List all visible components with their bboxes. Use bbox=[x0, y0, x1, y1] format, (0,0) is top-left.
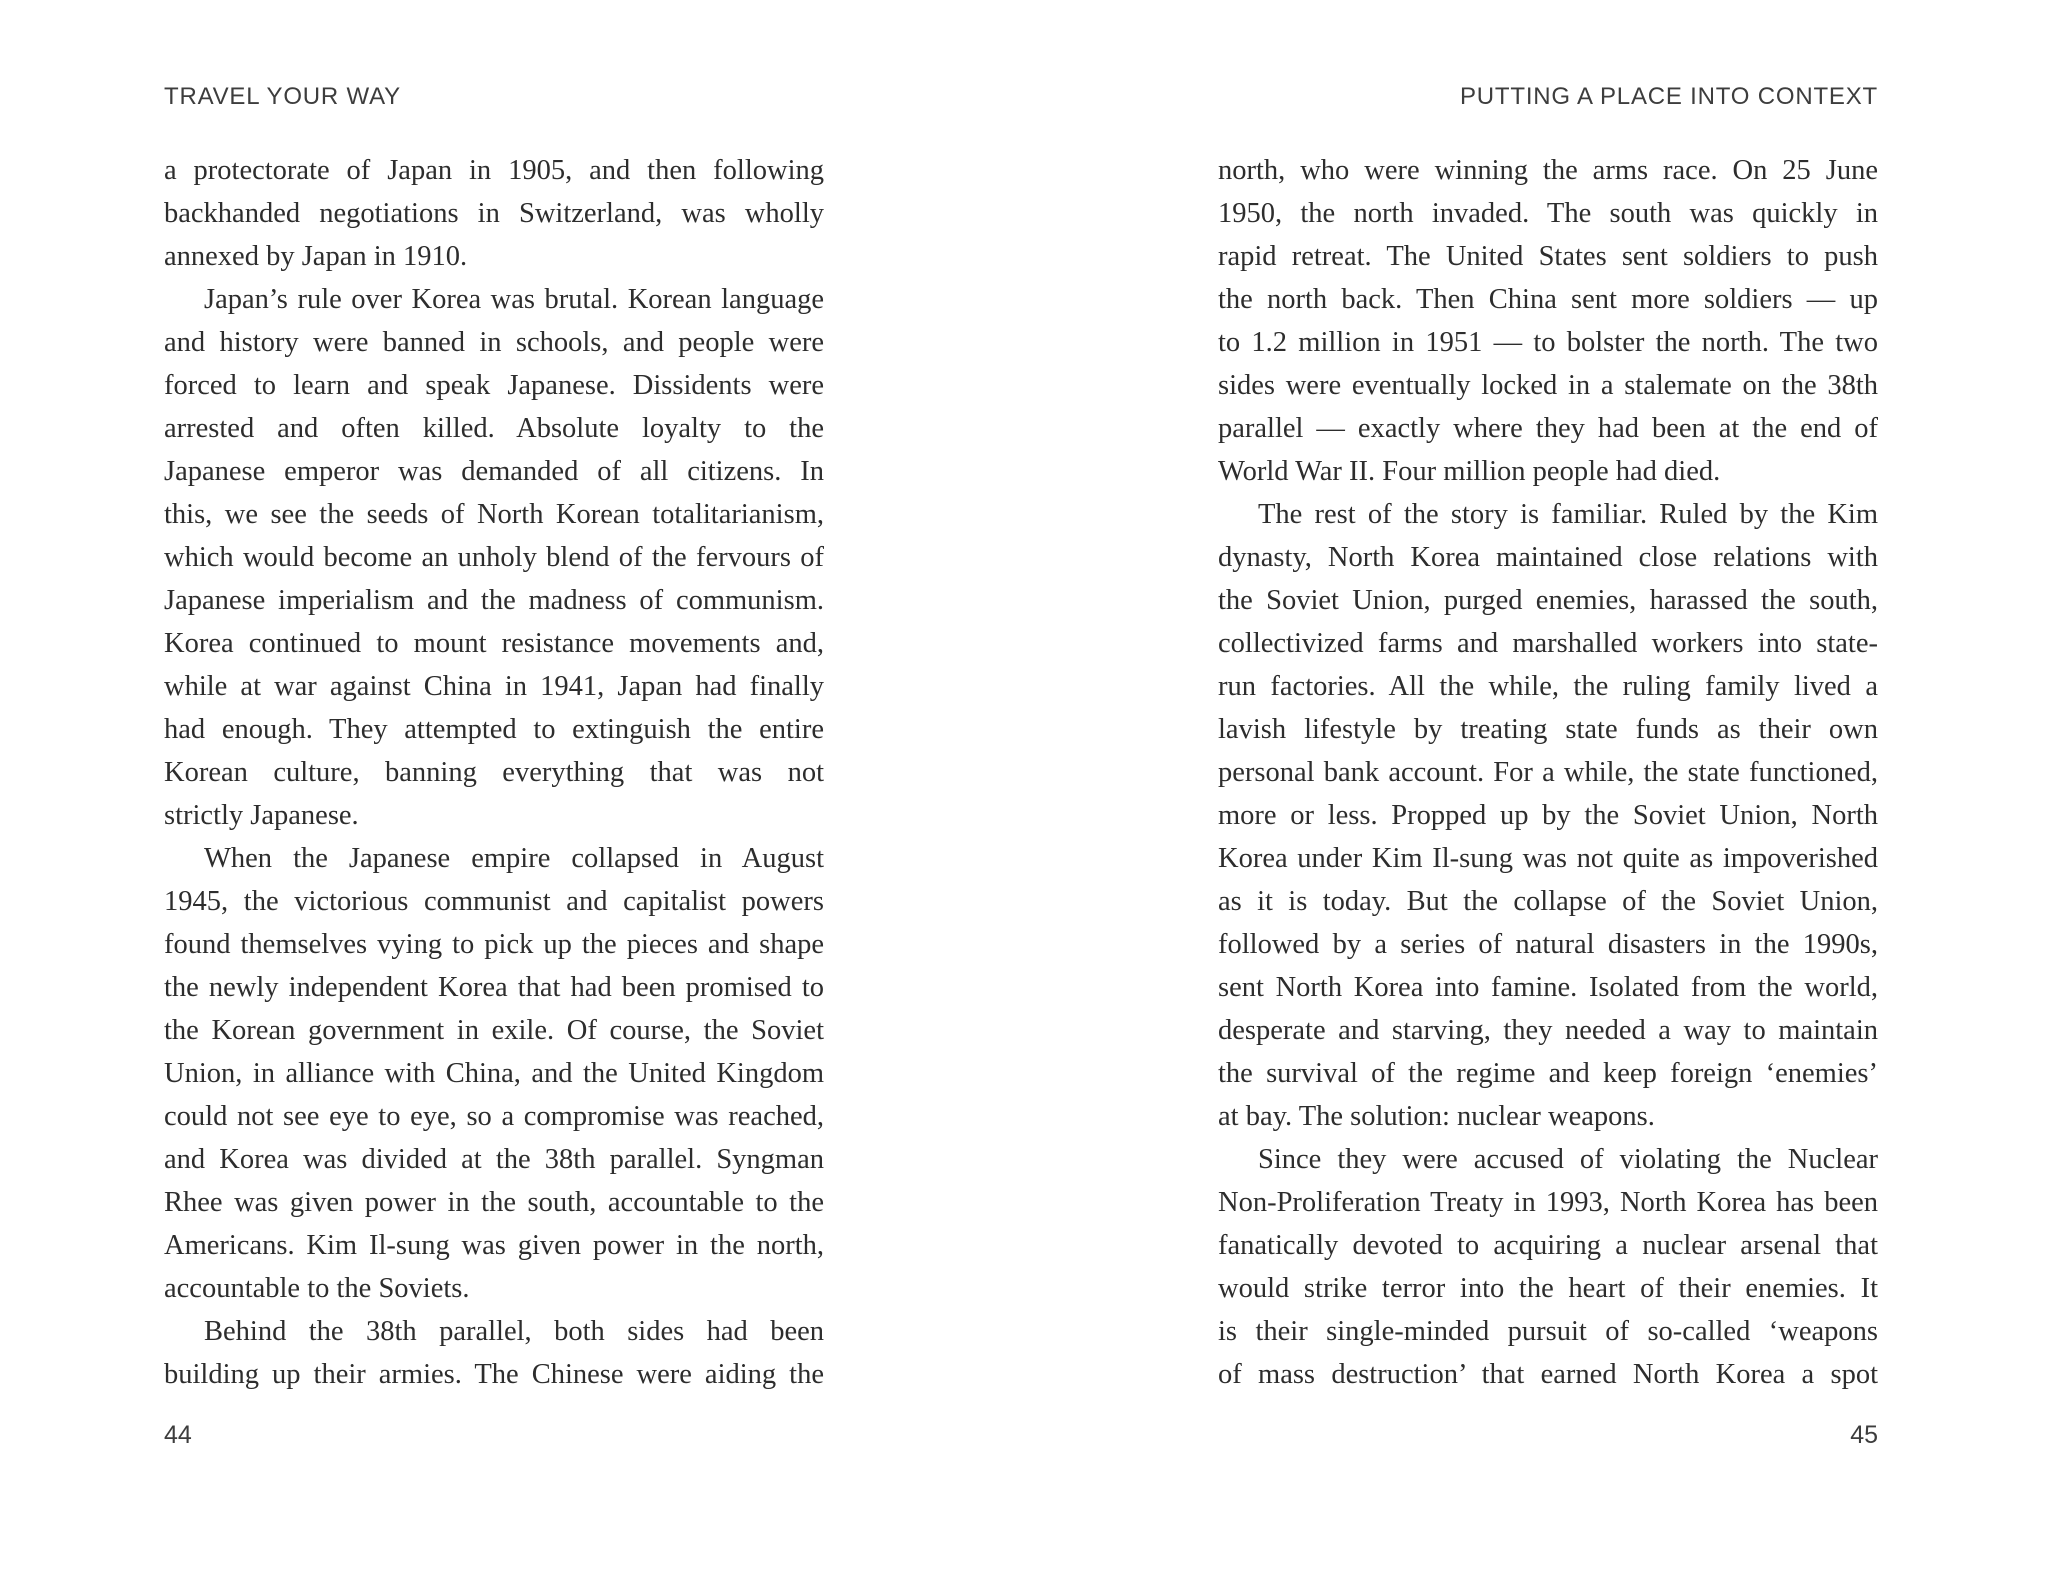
text-line: while at war against China in 1941, Japan had finally bbox=[164, 671, 824, 702]
text-line: to 1.2 million in 1951 — to bolster the north. The two bbox=[1218, 327, 1878, 358]
text-line: Rhee was given power in the south, accountable to the bbox=[164, 1187, 824, 1218]
left-page-number: 44 bbox=[164, 1421, 192, 1449]
text-line: sides were eventually locked in a stalemate on the 38th bbox=[1218, 370, 1878, 401]
text-line: annexed by Japan in 1910. bbox=[164, 241, 468, 272]
text-line: as it is today. But the collapse of the Soviet Union, bbox=[1218, 886, 1878, 917]
text-line: desperate and starving, they needed a way to maintain bbox=[1218, 1015, 1878, 1046]
text-line: the Soviet Union, purged enemies, harassed the south, bbox=[1218, 585, 1878, 616]
text-line: When the Japanese empire collapsed in August bbox=[204, 843, 824, 874]
text-line: and history were banned in schools, and people were bbox=[164, 327, 824, 358]
text-line: lavish lifestyle by treating state funds as their own bbox=[1218, 714, 1878, 745]
right-running-header: PUTTING A PLACE INTO CONTEXT bbox=[1459, 83, 1878, 110]
right-page bbox=[1218, 0, 1878, 1596]
text-line: strictly Japanese. bbox=[164, 800, 359, 831]
text-line: Japanese imperialism and the madness of communism. bbox=[164, 585, 824, 616]
left-page bbox=[164, 0, 824, 1596]
text-line: 1945, the victorious communist and capitalist powers bbox=[164, 886, 824, 917]
text-line: The rest of the story is familiar. Ruled by the Kim bbox=[1258, 499, 1878, 530]
text-line: sent North Korea into famine. Isolated from the world, bbox=[1218, 972, 1878, 1003]
text-line: 1950, the north invaded. The south was quickly in bbox=[1218, 198, 1878, 229]
text-line: followed by a series of natural disasters in the 1990s, bbox=[1218, 929, 1878, 960]
text-line: Americans. Kim Il-sung was given power in the north, bbox=[164, 1230, 824, 1261]
text-line: Korea continued to mount resistance movements and, bbox=[164, 628, 824, 659]
text-line: World War II. Four million people had died. bbox=[1218, 456, 1721, 487]
text-line: arrested and often killed. Absolute loyalty to the bbox=[164, 413, 824, 444]
text-line: the Korean government in exile. Of course, the Soviet bbox=[164, 1015, 824, 1046]
text-line: at bay. The solution: nuclear weapons. bbox=[1218, 1101, 1655, 1132]
text-line: the north back. Then China sent more soldiers — up bbox=[1218, 284, 1878, 315]
text-line: building up their armies. The Chinese were aiding the bbox=[164, 1359, 824, 1390]
text-line: found themselves vying to pick up the pieces and shape bbox=[164, 929, 824, 960]
text-line: Korea under Kim Il-sung was not quite as impoverished bbox=[1218, 843, 1878, 874]
text-line: could not see eye to eye, so a compromise was reached, bbox=[164, 1101, 824, 1132]
right-page-text bbox=[1218, 149, 1878, 1396]
text-line: had enough. They attempted to extinguish the entire bbox=[164, 714, 824, 745]
text-line: backhanded negotiations in Switzerland, was wholly bbox=[164, 198, 824, 229]
text-line: the survival of the regime and keep foreign ‘enemies’ bbox=[1218, 1058, 1878, 1089]
text-line: parallel — exactly where they had been at the end of bbox=[1218, 413, 1878, 444]
text-line: Behind the 38th parallel, both sides had been bbox=[204, 1316, 824, 1347]
text-line: personal bank account. For a while, the state functioned, bbox=[1218, 757, 1878, 788]
text-line: and Korea was divided at the 38th parallel. Syngman bbox=[164, 1144, 824, 1175]
text-line: Japan’s rule over Korea was brutal. Korean language bbox=[204, 284, 824, 315]
text-line: more or less. Propped up by the Soviet Union, North bbox=[1218, 800, 1878, 831]
text-line: is their single-minded pursuit of so-called ‘weapons bbox=[1218, 1316, 1878, 1347]
text-line: would strike terror into the heart of their enemies. It bbox=[1218, 1273, 1878, 1304]
text-line: this, we see the seeds of North Korean totalitarianism, bbox=[164, 499, 824, 530]
text-line: accountable to the Soviets. bbox=[164, 1273, 470, 1304]
text-line: Korean culture, banning everything that was not bbox=[164, 757, 824, 788]
text-line: forced to learn and speak Japanese. Dissidents were bbox=[164, 370, 824, 401]
text-line: Japanese emperor was demanded of all citizens. In bbox=[164, 456, 824, 487]
text-line: of mass destruction’ that earned North Korea a spot bbox=[1218, 1359, 1878, 1390]
text-line: Union, in alliance with China, and the United Kingdom bbox=[164, 1058, 824, 1089]
right-page-number: 45 bbox=[1850, 1421, 1878, 1449]
text-line: north, who were winning the arms race. On 25 June bbox=[1218, 155, 1878, 186]
text-line: the newly independent Korea that had been promised to bbox=[164, 972, 824, 1003]
text-line: Since they were accused of violating the Nuclear bbox=[1258, 1144, 1878, 1175]
left-page-text bbox=[164, 149, 824, 1396]
text-line: rapid retreat. The United States sent soldiers to push bbox=[1218, 241, 1878, 272]
text-line: run factories. All the while, the ruling family lived a bbox=[1218, 671, 1878, 702]
text-line: which would become an unholy blend of the fervours of bbox=[164, 542, 824, 573]
left-running-header: TRAVEL YOUR WAY bbox=[164, 83, 401, 110]
text-line: Non-Proliferation Treaty in 1993, North Korea has been bbox=[1218, 1187, 1878, 1218]
text-line: a protectorate of Japan in 1905, and then following bbox=[164, 155, 824, 186]
text-line: fanatically devoted to acquiring a nuclear arsenal that bbox=[1218, 1230, 1878, 1261]
text-line: collectivized farms and marshalled workers into state- bbox=[1218, 628, 1878, 659]
text-line: dynasty, North Korea maintained close relations with bbox=[1218, 542, 1878, 573]
